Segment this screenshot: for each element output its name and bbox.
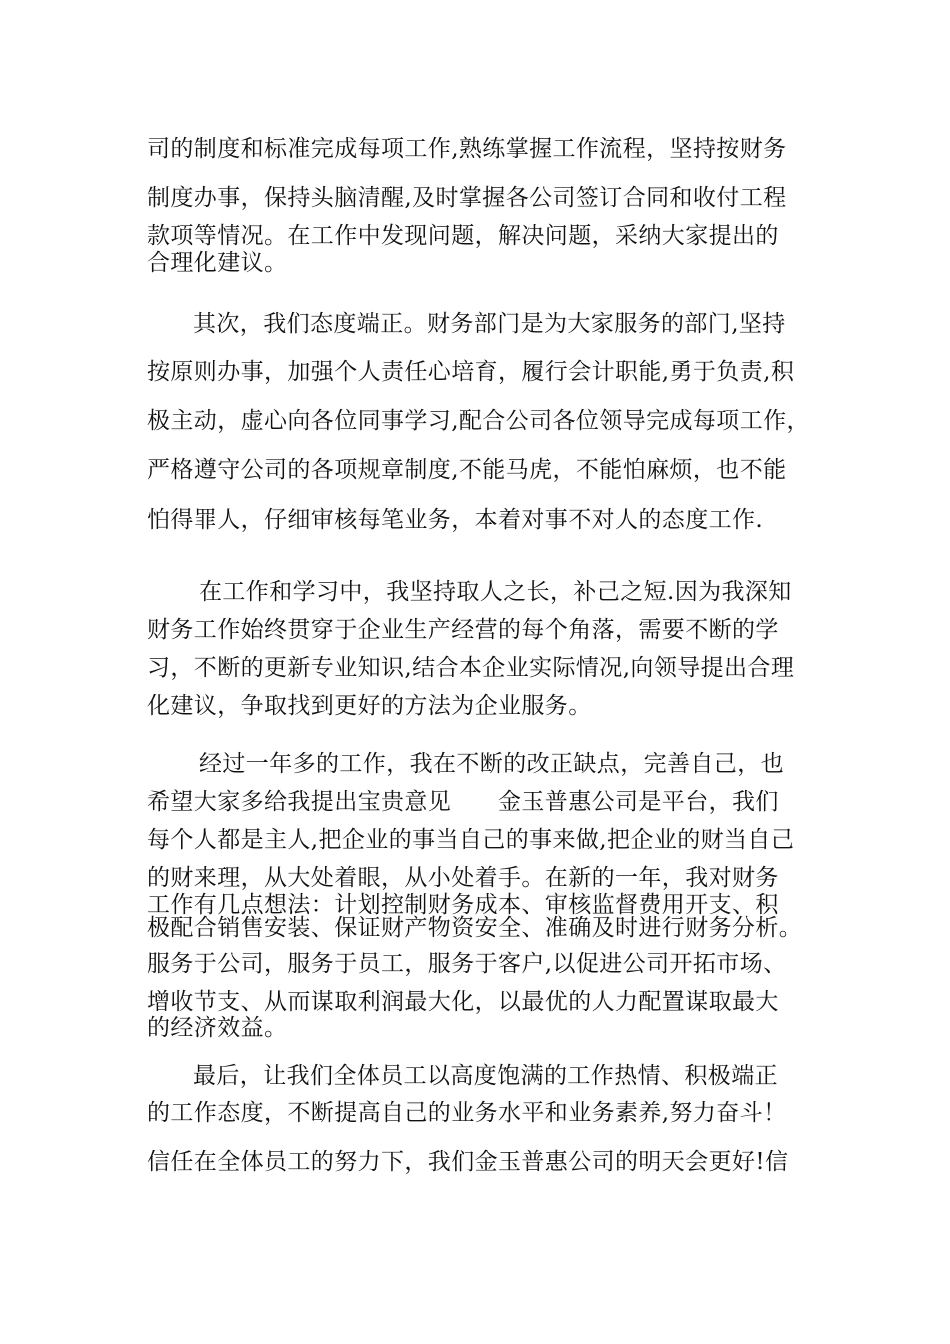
- text-line: 增收节支、从而谋取利润最大化，以最优的人力配置谋取最大: [147, 989, 779, 1015]
- text-line: 合理化建议。: [147, 250, 288, 276]
- text-line: 的工作态度，不断提高自己的业务水平和业务素养,努力奋斗！: [147, 1100, 787, 1126]
- text-line: 制度办事，保持头脑清醒,及时掌握各公司签订合同和收付工程: [147, 185, 787, 211]
- paragraph-first-line: 其次，我们态度端正。财务部门是为大家服务的部门,坚持: [193, 311, 786, 337]
- text-line: 司的制度和标准完成每项工作,熟练掌握工作流程，坚持按财务: [147, 136, 787, 162]
- text-line: 习，不断的更新专业知识,结合本企业实际情况,向领导提出合理: [147, 655, 795, 681]
- text-line: 财务工作始终贯穿于企业生产经营的每个角落，需要不断的学: [147, 617, 779, 643]
- text-line: 怕得罪人，仔细审核每笔业务，本着对事不对人的态度工作.: [147, 507, 764, 533]
- paragraph-first-line: 最后，让我们全体员工以高度饱满的工作热情、积极端正: [193, 1063, 778, 1089]
- paragraph-first-line: 经过一年多的工作，我在不断的改正缺点，完善自己，也: [199, 751, 784, 777]
- text-line: 希望大家多给我提出宝贵意见 金玉普惠公司是平台，我们: [147, 789, 779, 815]
- text-line: 服务于公司，服务于员工，服务于客户,以促进公司开拓市场、: [147, 951, 787, 977]
- text-line: 化建议，争取找到更好的方法为企业服务。: [147, 693, 592, 719]
- text-line: 的经济效益。: [147, 1015, 288, 1041]
- text-line: 信任在全体员工的努力下，我们金玉普惠公司的明天会更好!信: [147, 1149, 789, 1175]
- text-line: 工作有几点想法：计划控制财务成本、审核监督费用开支、积: [147, 892, 779, 918]
- text-line: 每个人都是主人,把企业的事当自己的事来做,把企业的财当自己: [147, 827, 795, 853]
- paragraph-first-line: 在工作和学习中，我坚持取人之长，补己之短.因为我深知: [199, 579, 792, 605]
- text-line: 极主动，虚心向各位同事学习,配合公司各位领导完成每项工作，: [147, 408, 810, 434]
- text-line: 款项等情况。在工作中发现问题，解决问题，采纳大家提出的: [147, 223, 779, 249]
- text-line: 的财来理，从大处着眼，从小处着手。在新的一年，我对财务: [147, 865, 779, 891]
- text-line: 严格遵守公司的各项规章制度,不能马虎，不能怕麻烦，也不能: [147, 457, 787, 483]
- text-line: 极配合销售安装、保证财产物资安全、准确及时进行财务分析。: [147, 915, 803, 941]
- text-line: 按原则办事，加强个人责任心培育，履行会计职能,勇于负责,积: [147, 359, 795, 385]
